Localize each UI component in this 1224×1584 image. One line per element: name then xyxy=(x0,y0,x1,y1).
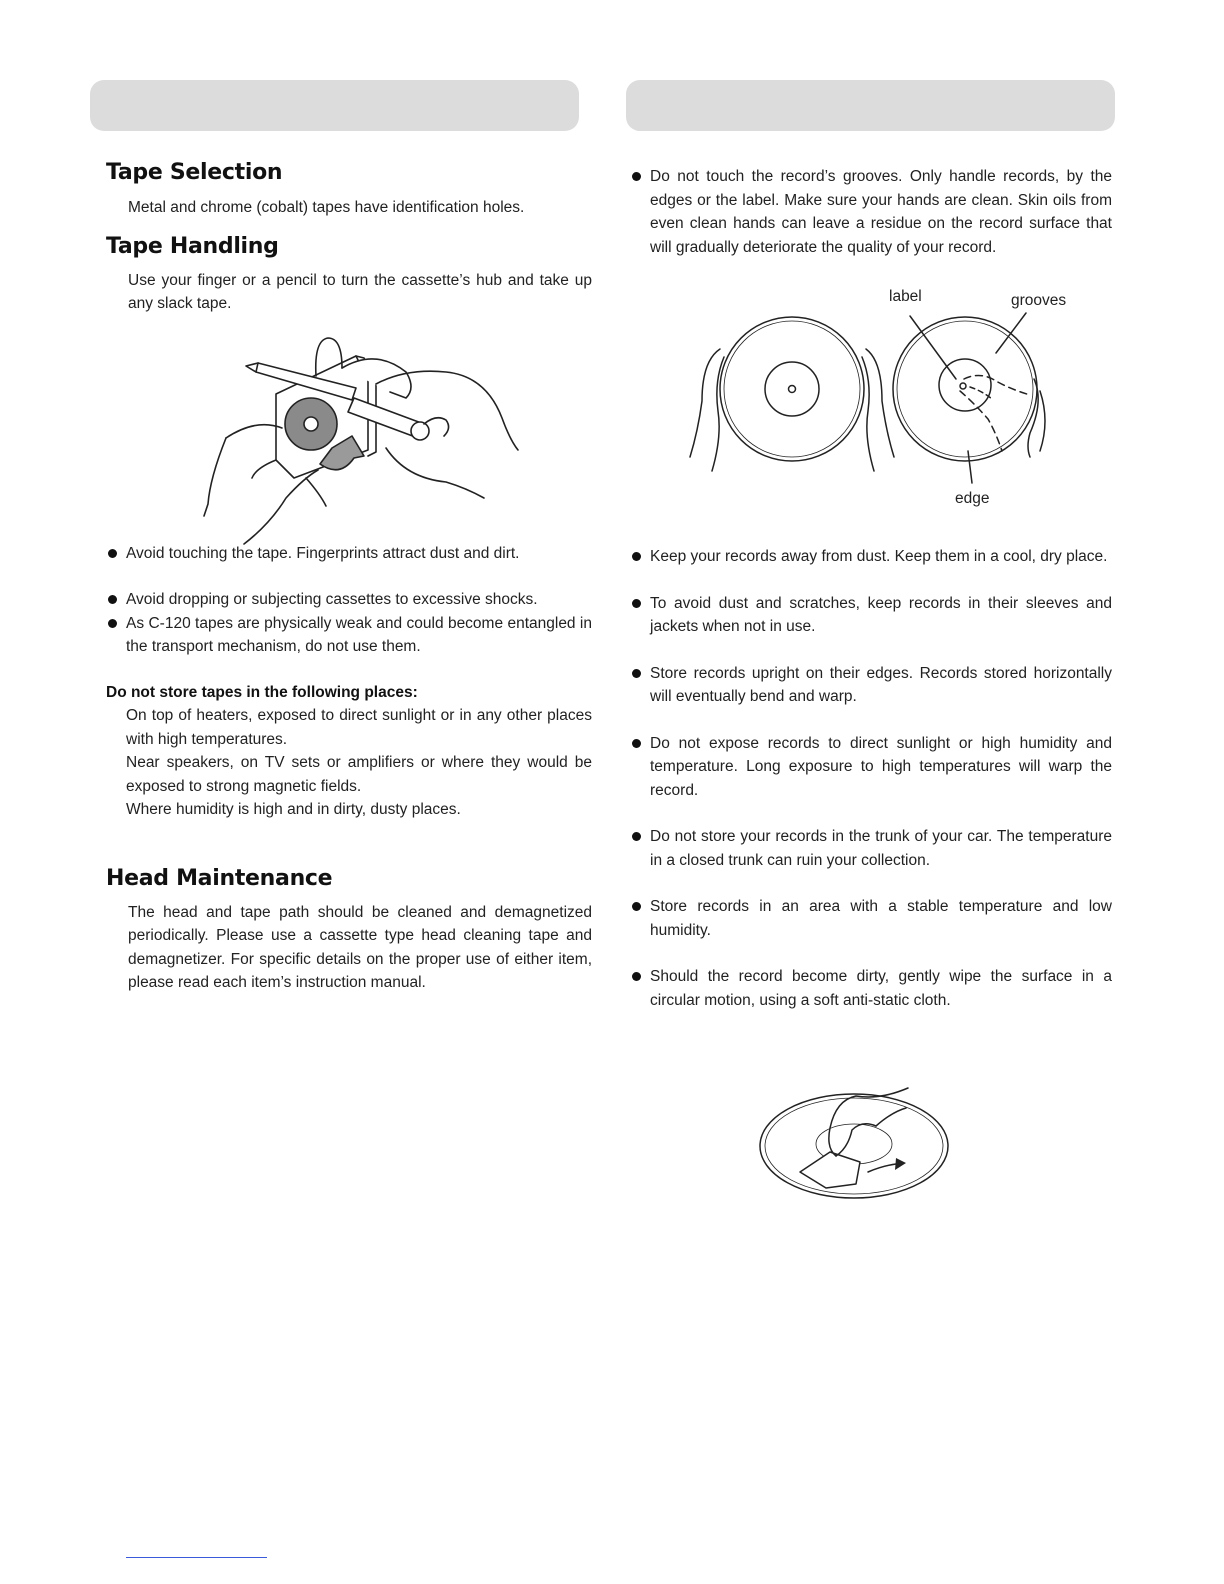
tape-handling-title: Tape Handling xyxy=(106,233,279,259)
cassette-illustration xyxy=(106,328,592,546)
label-callout: label xyxy=(889,288,922,305)
record-bullet: To avoid dust and scratches, keep records in their sleeves and jackets when not in use. xyxy=(630,592,1112,639)
footer-link-line xyxy=(126,1557,267,1558)
right-header-bar xyxy=(626,80,1115,131)
tape-bullet: Avoid dropping or subjecting cassettes to excessive shocks. xyxy=(106,588,592,612)
record-bullet: Do not expose records to direct sunlight or high humidity and temperature. Long exposure to high temperatures will warp the record. xyxy=(630,732,1112,803)
edge-callout: edge xyxy=(955,490,990,507)
record-bullet: Do not touch the record’s grooves. Only handle records, by the edges or the label. Make sure your hands are clean. Skin oils from even clean hands can leave a residue on the record surface that will gradually deteriorate the quality of your record. xyxy=(630,165,1112,259)
record-bullet: Should the record become dirty, gently wipe the surface in a circular motion, using a soft anti-static cloth. xyxy=(630,965,1112,1012)
grooves-callout: grooves xyxy=(1011,292,1067,309)
left-header-bar xyxy=(90,80,579,131)
record-bullet: Store records upright on their edges. Records stored horizontally will eventually bend and warp. xyxy=(630,662,1112,709)
record-bullet: Store records in an area with a stable temperature and low humidity. xyxy=(630,895,1112,942)
record-bullet: Keep your records away from dust. Keep them in a cool, dry place. xyxy=(630,545,1112,569)
tape-selection-text: Metal and chrome (cobalt) tapes have identification holes. xyxy=(128,199,525,216)
head-maintenance-text: The head and tape path should be cleaned and demagnetized periodically. Please use a cassette type head cleaning tape and demagnetizer. For specific details on the proper use of either item, please read each item’s instruction manual. xyxy=(128,903,592,991)
tape-handling-text: Use your finger or a pencil to turn the cassette’s hub and take up any slack tape. xyxy=(128,271,592,312)
record-bullet: Do not store your records in the trunk of your car. The temperature in a closed trunk can ruin your collection. xyxy=(630,825,1112,872)
storage-item: Where humidity is high and in dirty, dusty places. xyxy=(126,801,461,818)
storage-item: Near speakers, on TV sets or amplifiers or where they would be exposed to strong magnetic fields. xyxy=(126,754,592,795)
storage-item: On top of heaters, exposed to direct sunlight or in any other places with high temperatures. xyxy=(126,707,592,748)
left-column xyxy=(106,160,592,995)
head-maintenance-title: Head Maintenance xyxy=(106,865,333,891)
tape-bullet: Avoid touching the tape. Fingerprints attract dust and dirt. xyxy=(106,542,592,566)
record-handling-diagram xyxy=(630,261,1112,507)
tape-selection-title: Tape Selection xyxy=(106,160,283,185)
storage-heading: Do not store tapes in the following places: xyxy=(106,683,418,701)
right-column xyxy=(630,160,1112,1200)
record-cleaning-illustration xyxy=(630,1060,1112,1200)
tape-bullet: As C-120 tapes are physically weak and could become entangled in the transport mechanism, do not use them. xyxy=(106,612,592,659)
